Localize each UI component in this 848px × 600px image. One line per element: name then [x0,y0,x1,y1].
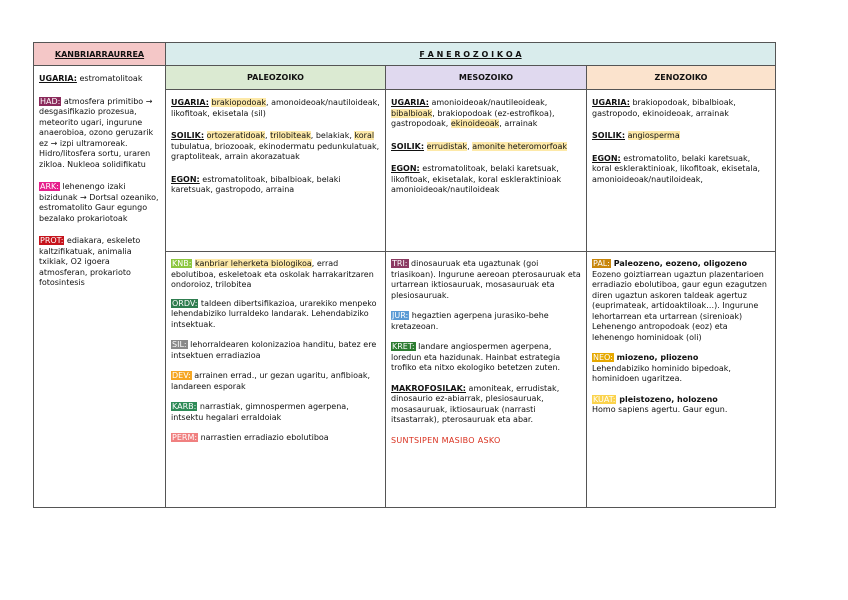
karb-text: narrastiak, gimnospermen agerpena, intsektu hegalari erraldoiak [171,402,349,422]
dev-tag: DEV: [172,371,191,380]
ordv-text: taldeen dibertsifikazioa, urarekiko menpeko lehendabiziko lurraldeko landarak. Lehendabiziko intsektuak. [171,298,377,329]
kanbriar-header [33,42,166,66]
zenozoiko-header-label: ZENOZOIKO [654,73,708,82]
kanbriar-column [33,65,166,508]
fanerozoikoa-header-label: F A N E R O Z O I K O A [419,49,522,59]
neo-text: Lehendabiziko hominido bipedoak, hominidoen ugaritzea. [592,363,731,383]
ugaria-text: amonioideoak/nautileoideak, [428,98,548,107]
pal-text: Eozeno goiztiarrean ugaztun plazentarioen erradiazio ebolutiboa, gaur egun ezagutzen diren ugaztun askoren taldeak agertuz (euprimateak, artidoaktiloak…). Ingurune lehortarrean eta urtarrean (sirenioak) Lehenengo antropodoak (eoz) eta lehenengo hominidoak (oli) [592,269,767,342]
egon-label: EGON: [391,164,420,173]
kret-text: landare angiospermen agerpena, loredun eta hazidunak. Hainbat estrategia trofiko eta nitxo ekologiko betetzen zuten. [391,342,561,372]
ordv-tag: ORDV: [172,298,198,308]
soilik-text: , belakiak, [310,131,355,140]
prot-tag: PROT: [40,236,64,245]
knb-text: , errad ebolutiboa, eskeletoak eta oskolak harrakaritzaren ondoroioz, trilobitea [171,259,374,289]
egon-label: EGON: [592,153,621,163]
kuat-tag: KUAT: [593,394,616,404]
egon-text: estromatolitoak, belaki karetsuak, likofitoak, ekisetalak, koral eskleraktinioak amonioideoak/nautiloideak [391,164,562,194]
pal-tag: PAL: [593,259,610,268]
paleozoiko-header-label: PALEOZOIKO [247,73,304,82]
soilik-label: SOILIK: [391,141,425,151]
mesozoiko-header-label: MESOZOIKO [458,73,514,82]
egon-text: estromatolito, belaki karetsuak, koral eskleraktinioak, likofitoak, ekisetala, amonioideoak/nautiloideak, [592,153,761,184]
ugaria-label: UGARIA: [592,98,630,107]
ugaria-text: , brakiopodoak (ez-estrofikoa), gastropodoak, [391,108,555,128]
highlight: kanbriar leherketa biologikoa [194,259,312,268]
zenozoiko-header [586,65,776,90]
highlight: ortozeratidoak [206,131,265,140]
ugaria-text: , arrainak [499,119,538,128]
ugaria-label: UGARIA: [39,74,77,83]
ugaria-text: brakiopodoak, bibalbioak, gastropodo, ekinoideoak, arrainak [592,98,736,118]
dev-text: arrainen errad., ur gezan ugaritu, anfibioak, landareen esporak [171,371,371,391]
jur-text: hegaztien agerpena jurasiko-behe kretazeoan. [391,311,549,331]
tri-tag: TRI: [392,259,408,268]
kanbriar-ark [39,182,160,224]
highlight: trilobiteak [270,131,311,140]
highlight: koral [354,131,375,140]
kuat-epochs: pleistozeno, holozeno [616,394,718,404]
ugaria-label: UGARIA: [171,98,209,107]
ugaria-label: UGARIA: [391,98,429,107]
ark-text: lehenengo izaki bizidunak → Dortsal ozeaniko, estromatolito Gaur egungo bezalako prokariotoak [39,182,159,223]
neo-tag: NEO: [593,353,613,362]
pal-epochs: Paleozeno, eozeno, oligozeno [610,259,748,268]
had-tag: HAD: [40,96,61,106]
makrofosilak-text: amoniteak, errudistak, dinosaurio ez-abiarrak, plesiosauruak, mosasauruak, iktiosauruak (narrasti itsastarrak), pterosauruak eta abar. [391,383,560,424]
neo-epochs: miozeno, pliozeno [613,353,699,362]
jur-tag: JUR: [392,311,409,320]
zeno-periods-cell [586,251,776,508]
sil-text: lehorraldearen kolonizazioa handitu, batez ere intsektuen erradiazioa [171,340,377,360]
knb-tag: KNB: [172,259,192,268]
soilik-text: tubulatua, briozooak, ekinodermatu pedunkulatuak, graptoliteak, arrain akorazatuak [171,141,380,161]
karb-tag: KARB: [172,402,197,411]
kret-tag: KRET: [392,342,415,351]
separator: , [467,141,473,151]
meso-periods-cell [385,251,587,508]
highlight: brakiopodoak [211,98,266,107]
perm-text: narrastien erradiazio ebolutiboa [198,433,329,442]
suntsipen-masibo-note: SUNTSIPEN MASIBO ASKO [391,435,501,445]
sil-tag: SIL: [172,340,187,349]
makrofosilak-label: MAKROFOSILAK: [391,383,467,393]
kanbriar-had [39,97,160,171]
fanerozoikoa-header [165,42,776,66]
prot-text: ediakara, eskeleto kaltzifikatuak, animalia txikiak, O2 igoera atmosferan, prokarioto fotosintesis [39,236,141,287]
egon-label: EGON: [171,174,200,184]
ark-tag: ARK: [40,182,59,191]
paleo-periods-cell [165,251,386,508]
soilik-label: SOILIK: [592,131,626,140]
mesozoiko-header [385,65,587,90]
highlight: ekinoideoak [450,119,500,128]
soilik-label: SOILIK: [171,131,205,140]
had-text: atmosfera primitibo → desgasifikazio prozesua, meteorito ugari, ingurune anaerobioa, ozono geruzarik ez → izpi ultramoreak. Hidro/litosfera sortu, uraren zikloa. Nukleoa solidifikatu [39,96,154,169]
kanbriar-header-label: KANBRIARRAURREA [54,49,145,59]
paleozoiko-header [165,65,386,90]
kuat-text: Homo sapiens agertu. Gaur egun. [592,405,728,414]
geologic-table [33,42,776,508]
highlight: amonite heteromorfoak [472,141,567,151]
highlight: bibalbioak [391,108,433,118]
perm-tag: PERM: [172,433,198,442]
kanbriar-prot [39,236,160,289]
ugaria-text: estromatolitoak [76,74,143,83]
separator: , [264,131,271,140]
paleo-fossils-cell [165,89,386,252]
zeno-fossils-cell [586,89,776,252]
highlight: angiosperma [627,131,680,140]
ugaria-text: , amonoideoak/nautiloideak, likofitoak, ekisetala (sil) [171,98,380,118]
meso-fossils-cell [385,89,587,252]
highlight: errudistak [426,141,468,151]
egon-text: estromatolitoak, bibalbioak, belaki karetsuak, gastropodo, arraina [171,174,341,194]
tri-text: dinosauruak eta ugaztunak (goi triasikoan). Ingurune aereoan pterosauruak eta urtarrean iktiosauruak, mosasauruak eta plesiosauruak. [391,259,581,300]
kanbriar-ugaria [39,74,160,85]
